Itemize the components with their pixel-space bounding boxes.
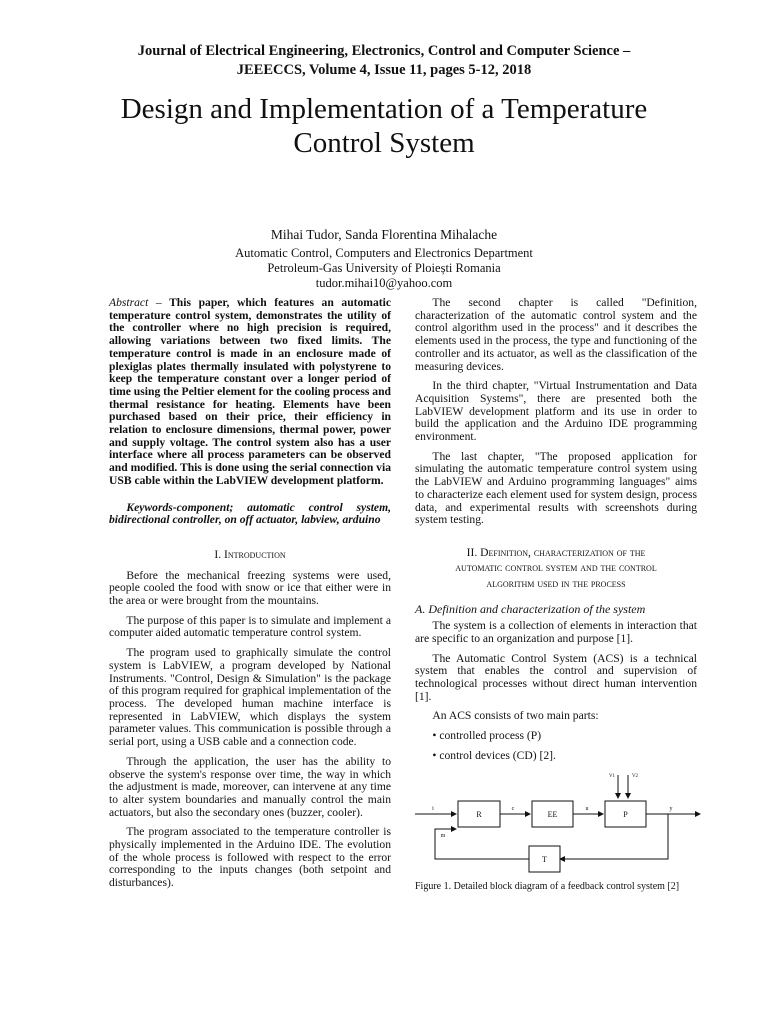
signal-c-label: c: [511, 806, 515, 813]
journal-line-2: JEEECCS, Volume 4, Issue 11, pages 5-12, 2018: [236, 62, 532, 78]
intro-paragraph-3: The program used to graphically simulate the control system is LabVIEW, a program developed by National Instruments. "Control, Design & Simulation" is the package of this program required for graphical implementation of the process. The developed human machine interface is represented in LabVIEW, which displays the system parameter values. This communication is possible through a serial port, using a USB cable and a connection code.: [109, 646, 391, 749]
affiliation: [100, 246, 668, 291]
system-definition: The system is a collection of elements in interaction that are specific to an organization and purpose [1].: [415, 619, 697, 645]
subsection-a-heading: A. Definition and characterization of the system: [415, 602, 646, 617]
chapter2-summary: The second chapter is called "Definition, characterization of the automatic control system and the control algorithm used in the process" and it describes the elements used in the process, the type and functioning of the controller and its actuator, as well as the classification of the measuring devices.: [415, 296, 697, 373]
affiliation-university: Petroleum-Gas University of Ploiești Romania: [267, 261, 501, 275]
block-ee-label: EE: [547, 810, 558, 820]
journal-line-1: Journal of Electrical Engineering, Electronics, Control and Computer Science –: [137, 43, 631, 59]
signal-v2-label: V2: [631, 774, 639, 780]
block-p-label: P: [623, 810, 628, 820]
section-2-heading: [415, 545, 697, 592]
intro-paragraph-2: The purpose of this paper is to simulate and implement a computer aided automatic temperature control system.: [109, 613, 391, 640]
title-line-1: Design and Implementation of a Temperature: [120, 93, 648, 125]
left-column: [109, 297, 391, 897]
title-line-2: Control System: [293, 127, 475, 159]
bullet-control-devices: • control devices (CD) [2].: [432, 748, 556, 762]
signal-v1-label: V1: [608, 774, 616, 780]
affiliation-email: tudor.mihai10@yahoo.com: [315, 276, 453, 290]
intro-paragraph-4: Through the application, the user has the ability to observe the system's response over time, the way in which the adjustment is made, moreover, can intervene at any time to alter system boundaries and manually control the main actuators, but also the secondary ones (buzzer, cooler).: [109, 754, 391, 819]
acs-parts-intro: An ACS consists of two main parts:: [432, 709, 599, 723]
chapter4-summary: The last chapter, "The proposed application for simulating the automatic temperature control system using the LabVIEW and Arduino programming languages" aims to characterize each element used for system design, process data, and experimental results with screenshots during system testing.: [415, 449, 697, 527]
keywords: Keywords-component; automatic control system, bidirectional controller, on off actuator, labview, arduino: [109, 500, 391, 527]
affiliation-department: Automatic Control, Computers and Electronics Department: [235, 246, 533, 260]
abstract-lead: Abstract –: [109, 296, 162, 309]
authors: Mihai Tudor, Sanda Florentina Mihalache: [270, 227, 498, 242]
section-2-heading-line-3: algorithm used in the process: [486, 576, 626, 590]
signal-u-label: u: [585, 806, 589, 813]
section-2-heading-line-2: automatic control system and the control: [455, 561, 657, 575]
chapter3-summary: In the third chapter, "Virtual Instrumentation and Data Acquisition Systems", there are presented both the LabVIEW development platform and its use in order to build the application and the Arduino IDE programming environment.: [415, 379, 697, 444]
signal-y-label: y: [669, 806, 673, 813]
intro-paragraph-1: Before the mechanical freezing systems were used, people cooled the food with snow or ice that either were in the area or were brought from the mountains.: [109, 568, 391, 608]
section-1-heading: I. Introduction: [214, 547, 286, 561]
block-diagram-figure: [413, 769, 703, 879]
acs-definition: The Automatic Control System (ACS) is a technical system that enables the control and supervision of technological processes without direct human intervention [1].: [415, 651, 697, 703]
abstract-text: This paper, which features an automatic temperature control system, demonstrates the utility of the controller where no high precision is required, allowing variations between two fixed limits. The temperature control is made in an enclosure made of plexiglas plates thermally insulated with polystyrene to keep the temperature constant over a longer period of time using the Peltier element for the cooling process and thermal resistance for heating. Elements have been purchased based on their price, their efficiency in relation to enclosure dimensions, thermal power, power and supply voltage. The control system also has a user interface where all process parameters can be observed and modified. This is done using the serial connection via USB cable within the LabVIEW development platform.: [109, 296, 391, 487]
right-column: [415, 297, 697, 894]
section-2-heading-line-1: II. Definition, characterization of the: [466, 545, 646, 559]
block-diagram: [413, 769, 703, 879]
figure-caption: Figure 1. Detailed block diagram of a feedback control system [2]: [415, 881, 680, 893]
intro-paragraph-5: The program associated to the temperature controller is physically implemented in the Arduino IDE. The evolution of the whole process is followed with respect to the error corresponding to the inputs changes (both setpoint and disturbances).: [109, 825, 391, 890]
signal-m-label: m: [440, 833, 446, 840]
bullet-controlled-process: • controlled process (P): [432, 729, 542, 743]
block-r-label: R: [476, 810, 482, 820]
block-t-label: T: [542, 855, 547, 865]
abstract: [109, 297, 391, 488]
signal-i-label: i: [432, 806, 434, 813]
feedback-to-r-arrow: [435, 829, 530, 859]
paper-title: [60, 92, 708, 160]
journal-header: [100, 42, 668, 80]
